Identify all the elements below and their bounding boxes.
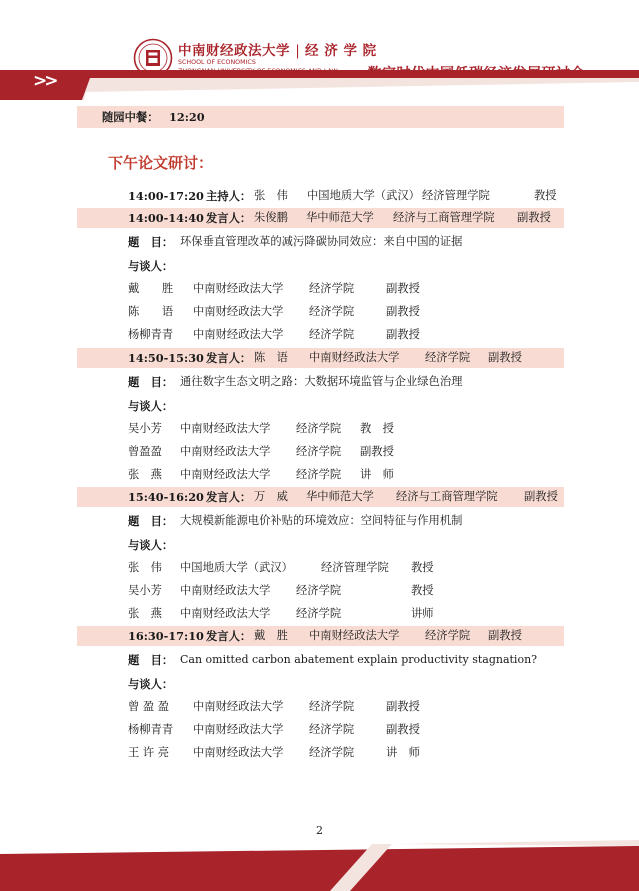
discussant-title: 讲师 <box>411 607 434 620</box>
discussant-org: 中南财经政法大学 <box>193 746 284 759</box>
school-dept: 经 济 学 院 <box>305 43 377 59</box>
host-org: 中国地质大学（武汉） <box>307 189 420 202</box>
host-row <box>77 186 564 206</box>
speaker-label: 发言人： <box>206 490 252 504</box>
topic-text: 通往数字生态文明之路：大数据环境监管与企业绿色治理 <box>180 375 463 388</box>
discussant-dept: 经济学院 <box>309 700 355 713</box>
discussant-org: 中南财经政法大学 <box>193 328 284 341</box>
page-header <box>0 0 639 100</box>
speaker-label: 发言人： <box>206 211 252 225</box>
discussant-name: 张 燕 <box>128 607 162 620</box>
speaker-dept: 经济学院 <box>425 351 471 364</box>
speaker-label: 发言人： <box>206 629 252 643</box>
discussant-label-4: 与谈人： <box>128 677 174 691</box>
speaker-title: 副教授 <box>524 490 558 503</box>
lunch-row <box>77 106 564 128</box>
discussant-org: 中南财经政法大学 <box>180 445 271 458</box>
school-name: 中南财经政法大学 | 经 济 学 院 <box>178 43 377 59</box>
host-title: 教授 <box>534 189 557 202</box>
discussant-dept: 经济管理学院 <box>321 561 389 574</box>
topic-text: 大规模新能源电价补贴的环境效应：空间特征与作用机制 <box>180 514 463 527</box>
session-time: 14:50-15:30 <box>128 351 204 365</box>
lunch-label: 随园中餐： <box>102 110 159 124</box>
discussant-org: 中南财经政法大学 <box>193 723 284 736</box>
session-time: 16:30-17:10 <box>128 629 204 643</box>
page-number: 2 <box>316 824 323 837</box>
section-title: 下午论文研讨： <box>108 154 214 172</box>
discussant-title: 教 授 <box>360 422 394 435</box>
topic-label: 题 目： <box>128 514 174 528</box>
discussant-dept: 经济学院 <box>309 723 355 736</box>
discussant-label-1: 与谈人： <box>128 259 174 273</box>
session-header-2 <box>77 348 564 368</box>
discussant-name: 王 许 亮 <box>128 746 170 759</box>
speaker-org: 中南财经政法大学 <box>309 629 400 642</box>
speaker-title: 副教授 <box>517 211 551 224</box>
speaker-dept: 经济与工商管理学院 <box>393 211 495 224</box>
topic-text: Can omitted carbon abatement explain productivity stagnation? <box>180 653 538 666</box>
host-dept: 经济管理学院 <box>422 189 490 202</box>
session-time: 14:00-14:40 <box>128 211 204 225</box>
discussant-org: 中南财经政法大学 <box>193 700 284 713</box>
topic-text: 环保垂直管理改革的减污降碳协同效应：来自中国的证据 <box>180 235 463 248</box>
discussant-dept: 经济学院 <box>296 468 342 481</box>
speaker-org: 华中师范大学 <box>306 490 374 503</box>
discussant-dept: 经济学院 <box>309 328 355 341</box>
discussant-name: 杨柳青青 <box>128 723 174 736</box>
topic-label: 题 目： <box>128 375 174 389</box>
discussant-label-3: 与谈人： <box>128 538 174 552</box>
school-name-en-line1: SCHOOL OF ECONOMICS <box>178 59 256 66</box>
discussant-dept: 经济学院 <box>296 607 342 620</box>
topic-label: 题 目： <box>128 653 174 667</box>
speaker-title: 副教授 <box>488 351 522 364</box>
discussant-org: 中南财经政法大学 <box>180 607 271 620</box>
discussant-name: 杨柳青青 <box>128 328 174 341</box>
discussant-dept: 经济学院 <box>309 746 355 759</box>
speaker-name: 戴 胜 <box>254 629 288 642</box>
discussant-title: 副教授 <box>386 700 420 713</box>
discussant-name: 曾 盈 盈 <box>128 700 170 713</box>
session-header-1 <box>77 208 564 228</box>
discussant-title: 副教授 <box>386 282 420 295</box>
topic-label: 题 目： <box>128 235 174 249</box>
speaker-name: 朱俊鹏 <box>254 211 288 224</box>
header-banner <box>0 70 639 100</box>
speaker-org: 中南财经政法大学 <box>309 351 400 364</box>
school-name-cn: 中南财经政法大学 <box>178 43 290 59</box>
discussant-org: 中南财经政法大学 <box>193 282 284 295</box>
host-time: 14:00-17:20 <box>128 189 204 203</box>
discussant-dept: 经济学院 <box>296 445 342 458</box>
double-chevron-right-icon: >> <box>33 71 56 91</box>
speaker-dept: 经济与工商管理学院 <box>396 490 498 503</box>
speaker-label: 发言人： <box>206 351 252 365</box>
discussant-title: 教授 <box>411 561 434 574</box>
discussant-name: 陈 语 <box>128 305 174 318</box>
discussant-title: 副教授 <box>386 328 420 341</box>
session-time: 15:40-16:20 <box>128 490 204 504</box>
discussant-dept: 经济学院 <box>309 305 355 318</box>
discussant-name: 张 伟 <box>128 561 162 574</box>
speaker-title: 副教授 <box>488 629 522 642</box>
lunch-time: 12:20 <box>169 110 205 124</box>
discussant-name: 张 燕 <box>128 468 162 481</box>
speaker-org: 华中师范大学 <box>306 211 374 224</box>
discussant-name: 吴小芳 <box>128 584 162 597</box>
discussant-title: 副教授 <box>360 445 394 458</box>
discussant-title: 副教授 <box>386 305 420 318</box>
footer-banner <box>0 840 639 891</box>
discussant-dept: 经济学院 <box>296 584 342 597</box>
discussant-title: 讲 师 <box>386 746 420 759</box>
discussant-name: 吴小芳 <box>128 422 162 435</box>
discussant-org: 中南财经政法大学 <box>193 305 284 318</box>
discussant-name: 戴 胜 <box>128 282 174 295</box>
host-name: 张 伟 <box>254 189 288 202</box>
discussant-label-2: 与谈人： <box>128 399 174 413</box>
discussant-org: 中南财经政法大学 <box>180 422 271 435</box>
discussant-name: 曾盈盈 <box>128 445 162 458</box>
discussant-dept: 经济学院 <box>296 422 342 435</box>
host-label: 主持人： <box>206 189 252 203</box>
session-header-4 <box>77 626 564 646</box>
discussant-title: 教授 <box>411 584 434 597</box>
session-header-3 <box>77 487 564 507</box>
speaker-name: 万 威 <box>254 490 288 503</box>
discussant-title: 副教授 <box>386 723 420 736</box>
speaker-name: 陈 语 <box>254 351 288 364</box>
speaker-dept: 经济学院 <box>425 629 471 642</box>
discussant-org: 中南财经政法大学 <box>180 584 271 597</box>
discussant-org: 中南财经政法大学 <box>180 468 271 481</box>
discussant-org: 中国地质大学（武汉） <box>180 561 293 574</box>
discussant-title: 讲 师 <box>360 468 394 481</box>
discussant-dept: 经济学院 <box>309 282 355 295</box>
